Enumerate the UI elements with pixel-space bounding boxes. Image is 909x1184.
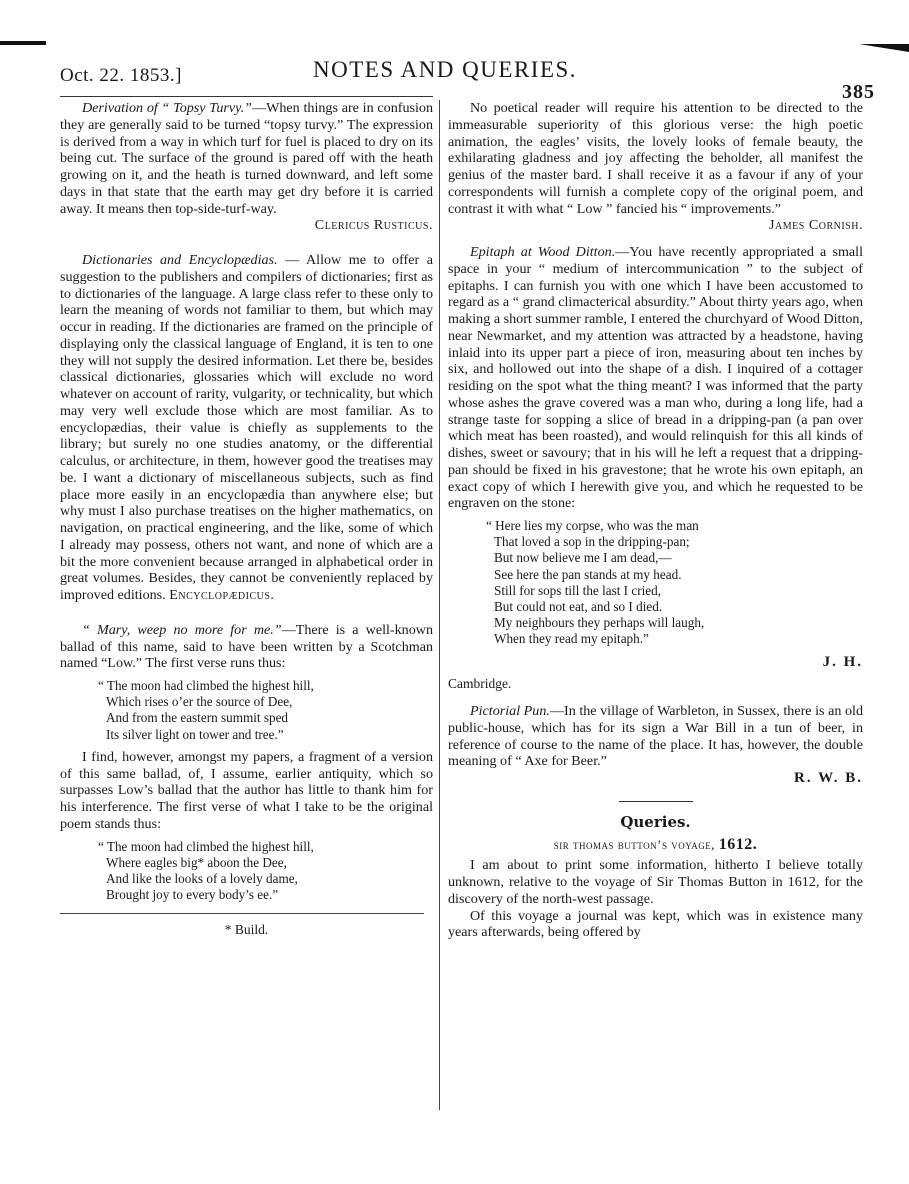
article-continuation: [448, 100, 863, 234]
verse-line: Brought joy to every body’s ee.”: [106, 887, 279, 903]
article-dictionaries: Dictionaries and Encyclopædias. — Allow me to offer a suggestion to the publishers and compilers of dictionaries; first as to dictionaries of the language. A large class refer to these only to learn the meaning of words not familiar to them, but which may occur in reading. If the dictionaries are framed on the principle of displaying only the classical language of England, it is ten to one they will not supply the desired information. Let there be, besides classical dictionaries, glossaries which will exclude no word whatever on account of rarity, vulgarity, or technicality, but which may very well exclude those which are most familiar. As to encyclopædias, their value is chiefly as supplements to the library; but surely no one studies anatomy, or the differential calculus, or architecture, in them, however good the treatises may be. I want a dictionary of miscellaneous subjects, such as find place more easily in an encyclopædia than anywhere else; but why must I also purchase treatises on the higher mathematics, on navigation, on practical engineering, and the like, some of which I already may possess, others not want, and none of which are a bit the more convenient because arranged in alphabetical order in great volumes. Besides, they cannot be conveniently replaced by improved editions. Encyclopædicus.: [60, 252, 433, 603]
right-column: [448, 100, 863, 941]
verse-line: “ The moon had climbed the highest hill,: [98, 678, 314, 693]
query-title: sir thomas button’s voyage,: [553, 836, 715, 852]
article-pictorial-pun: Pictorial Pun.—In the village of Warbleton, in Sussex, there is an old public-house, which has for its sign a War Bill in a tun of beer, in reference of course to the name of the place. It has, however, the double meaning of “ Axe for Beer.” R. W. B.: [448, 703, 863, 787]
journal-title: NOTES AND QUERIES.: [313, 57, 578, 82]
article-body: In the village of Warbleton, in Sussex, there is an old public-house, which has for its sign a War Bill in a tun of beer, in reference of course to the name of the place. It has, however, the double meaning of “ Axe for Beer.”: [448, 703, 863, 770]
verse-line: But now believe me I am dead,—: [494, 550, 672, 566]
article-signature: R. W. B.: [794, 770, 863, 787]
section-heading: Queries.: [620, 812, 691, 831]
left-column: [60, 100, 433, 939]
article-title: Pictorial Pun.: [470, 703, 550, 720]
verse-line: My neighbours they perhaps will laugh,: [494, 615, 705, 631]
verse-line: Which rises o’er the source of Dee,: [106, 694, 293, 710]
article-body: Of this voyage a journal was kept, which was in existence many years afterwards, being offered by: [448, 907, 863, 941]
verse-line: But could not eat, and so I died.: [494, 599, 663, 615]
queries-section: [448, 814, 863, 941]
verse-line: “ The moon had climbed the highest hill,: [98, 838, 314, 854]
section-rule: [619, 801, 693, 802]
article-body: No poetical reader will require his attention to be directed to the immeasurable superiority of this glorious verse: the high poetic animation, the eagles’ visits, the lovely looks of female beauty, the exhilarating gladness and joy affecting the beholder, all manifest the genius of the master bard. I shall receive it as a favour if any of your correspondents will furnish a complete copy of the original poem, and contrast it with what “ Low ” fancied his “ improvements.”: [448, 100, 863, 217]
article-title: Epitaph at Wood Ditton.: [470, 244, 616, 260]
article-body: When things are in confusion they are generally said to be turned “topsy turvy.” The expression is derived from a way in which turf for fuel is placed to dry on its being cut. The surface of the ground is pared off with the heath growing on it, and the heath is turned downward, and left some days in that state that the earth may get dry before it is carried away. It means then top-side-turf-way.: [60, 100, 433, 217]
article-signature: James Cornish.: [769, 217, 863, 234]
epitaph-verse: [486, 518, 863, 648]
verse-line: That loved a sop in the dripping-pan;: [494, 534, 690, 550]
article-mary-weep: “ Mary, weep no more for me.”—There is a well-known ballad of this name, said to have been written by a Scotchman named “Low.” The first verse runs thus: “ The moon had climbed the highest hill, Which rises o’er the source of Dee, And from the eastern summit sped Its silver light on tower and tree.” I find, however, amongst my papers, a fragment of a version of this same ballad, of, I assume, earlier antiquity, which so surpasses Low’s ballad that the author has little to thank him for his interference. The first verse of what I take to be the original poem stands thus: “ The moon had climbed the highest hill, Where eagles big* aboon the Dee, And like the looks of a lovely dame, Brought joy to every body’s ee.” * Build.: [60, 621, 433, 938]
article-title: Derivation of “ Topsy Turvy.”: [82, 100, 252, 116]
article-title: “ Mary, weep no more for me.”: [82, 621, 282, 638]
column-divider: [439, 100, 440, 1110]
verse-line: And from the eastern summit sped: [106, 710, 289, 726]
query-subheading: [448, 837, 863, 854]
article-title: Dictionaries and Encyclopædias.: [82, 252, 278, 268]
article-signature: Clericus Rusticus.: [314, 217, 433, 234]
page-header: [60, 55, 875, 103]
verse-line: See here the pan stands at my head.: [494, 566, 682, 582]
verse-line: Where eagles big* aboon the Dee,: [106, 854, 287, 870]
page-number: 385: [842, 81, 875, 103]
query-year: 1612.: [718, 835, 758, 853]
verse-original: [98, 839, 433, 904]
verse-line: And like the looks of a lovely dame,: [106, 870, 298, 886]
footnote-rule: [60, 913, 424, 914]
article-signature: Encyclopædicus.: [169, 587, 275, 603]
verse-line: Still for sops till the last I cried,: [494, 582, 662, 598]
footnote: * Build.: [224, 922, 269, 938]
issue-date: Oct. 22. 1853.]: [60, 65, 183, 86]
verse-low: [98, 678, 433, 743]
scan-edge-mark: [0, 41, 46, 45]
article-topsy-turvy: Derivation of “ Topsy Turvy.”—When things are in confusion they are generally said to be turned “topsy turvy.” The expression is derived from a way in which turf for fuel is placed to dry on its being cut. The surface of the ground is pared off with the heath growing on it, and the heath is turned downward, and left some days in that state that the earth may get dry before it is carried away. It means then top-side-turf-way. Clericus Rusticus.: [60, 100, 433, 234]
article-epitaph: Epitaph at Wood Ditton.—You have recently appropriated a small space in your “ medium of intercommunication ” to the subject of epitaphs. I can furnish you with one which I have been accustomed to regard as a “ grand climacterical absurdity.” About thirty years ago, when making a short summer ramble, I entered the churchyard of Wood Ditton, near Newmarket, and my attention was attracted by a headstone, having inlaid into its upper part a piece of iron, measuring about ten inches by six, and hollowed out into the shape of a dish. I inquired of a cottager residing on the spot what the thing meant? I was informed that the party whose ashes the grave covered was a man who, during a long life, had a strange taste for sopping a slice of bread in a dripping-pan (a pan over which meat has been roasted), and would relinquish for this all kinds of dishes, sweet or savoury; that in his will he left a request that a dripping-pan should be fixed in his gravestone; that he wrote his own epitaph, an exact copy of which I herewith give you, and which he requested to be engraven on the stone: “ Here lies my corpse, who was the man That loved a sop in the dripping-pan; But now believe me I am dead,— See here the pan stands at my head. Still for sops till the last I cried, But could not eat, and so I died. My neighbours they perhaps will laugh, When they read my epitaph.” J. H. Cambridge.: [448, 244, 863, 692]
verse-line: “ Here lies my corpse, who was the man: [486, 518, 699, 533]
scan-edge-mark-right: [859, 44, 909, 52]
article-place: Cambridge.: [448, 676, 512, 692]
article-body: Allow me to offer a suggestion to the publishers and compilers of dictionaries; first as to dictionaries of the language. A large class refer to these only to learn the meaning of words not familiar to them, but which may occur in reading. If the dictionaries are framed on the principle of displaying only the classical language of England, it is ten to one they will not supply the desired information. Let there be, besides classical dictionaries, glossaries which will exclude no word whatever on account of rarity, vulgarity, or technicality, but which may very well exclude those which are most familiar. As to encyclopædias, their value is chiefly as supplements to the library; but surely no one studies anatomy, or the differential calculus, or architecture, in them, however good the treatises may be. I want a dictionary of miscellaneous subjects, such as find place more easily in an encyclopædia than anywhere else; but why must I also purchase treatises on the higher mathematics, on navigation, on practical engineering, and the like, some of which I already may possess, others not want, and none of which are a bit the more convenient because arranged in alphabetical order in great volumes. Besides, they cannot be conveniently replaced by improved editions.: [60, 252, 433, 603]
article-signature: J. H.: [822, 653, 863, 670]
verse-line: When they read my epitaph.”: [494, 631, 649, 647]
verse-line: Its silver light on tower and tree.”: [106, 726, 284, 742]
article-body: You have recently appropriated a small space in your “ medium of intercommunication ” to the subject of epitaphs. I can furnish you with one which I have been accustomed to regard as a “ grand climacterical absurdity.” About thirty years ago, when making a short summer ramble, I entered the churchyard of Wood Ditton, near Newmarket, and my attention was attracted by a headstone, having inlaid into its upper part a piece of iron, measuring about ten inches by six, and hollowed out into the shape of a dish. I inquired of a cottager residing on the spot what the thing meant? I was informed that the party whose ashes the grave covered was a man who, during a long life, had a strange taste for sopping a slice of bread in a dripping-pan (a pan over which meat has been roasted), and would relinquish for this all kinds of dishes, sweet or savoury; that in his will he left a request that a dripping-pan should be fixed in his gravestone; that he wrote his own epitaph, an exact copy of which I herewith give you, and which he requested to be engraven on the stone:: [448, 244, 863, 512]
header-rule: [60, 96, 433, 97]
article-body: I am about to print some information, hitherto I believe totally unknown, relative to the voyage of Sir Thomas Button in 1612, for the discovery of the north-west passage.: [448, 857, 863, 907]
article-body: I find, however, amongst my papers, a fragment of a version of this same ballad, of, I assume, earlier antiquity, which so surpasses Low’s ballad that the author has little to thank him for his interference. The first verse of what I take to be the original poem stands thus:: [60, 748, 433, 832]
article-body: There is a well-known ballad of this name, said to have been written by a Scotchman named “Low.” The first verse runs thus:: [60, 621, 433, 672]
